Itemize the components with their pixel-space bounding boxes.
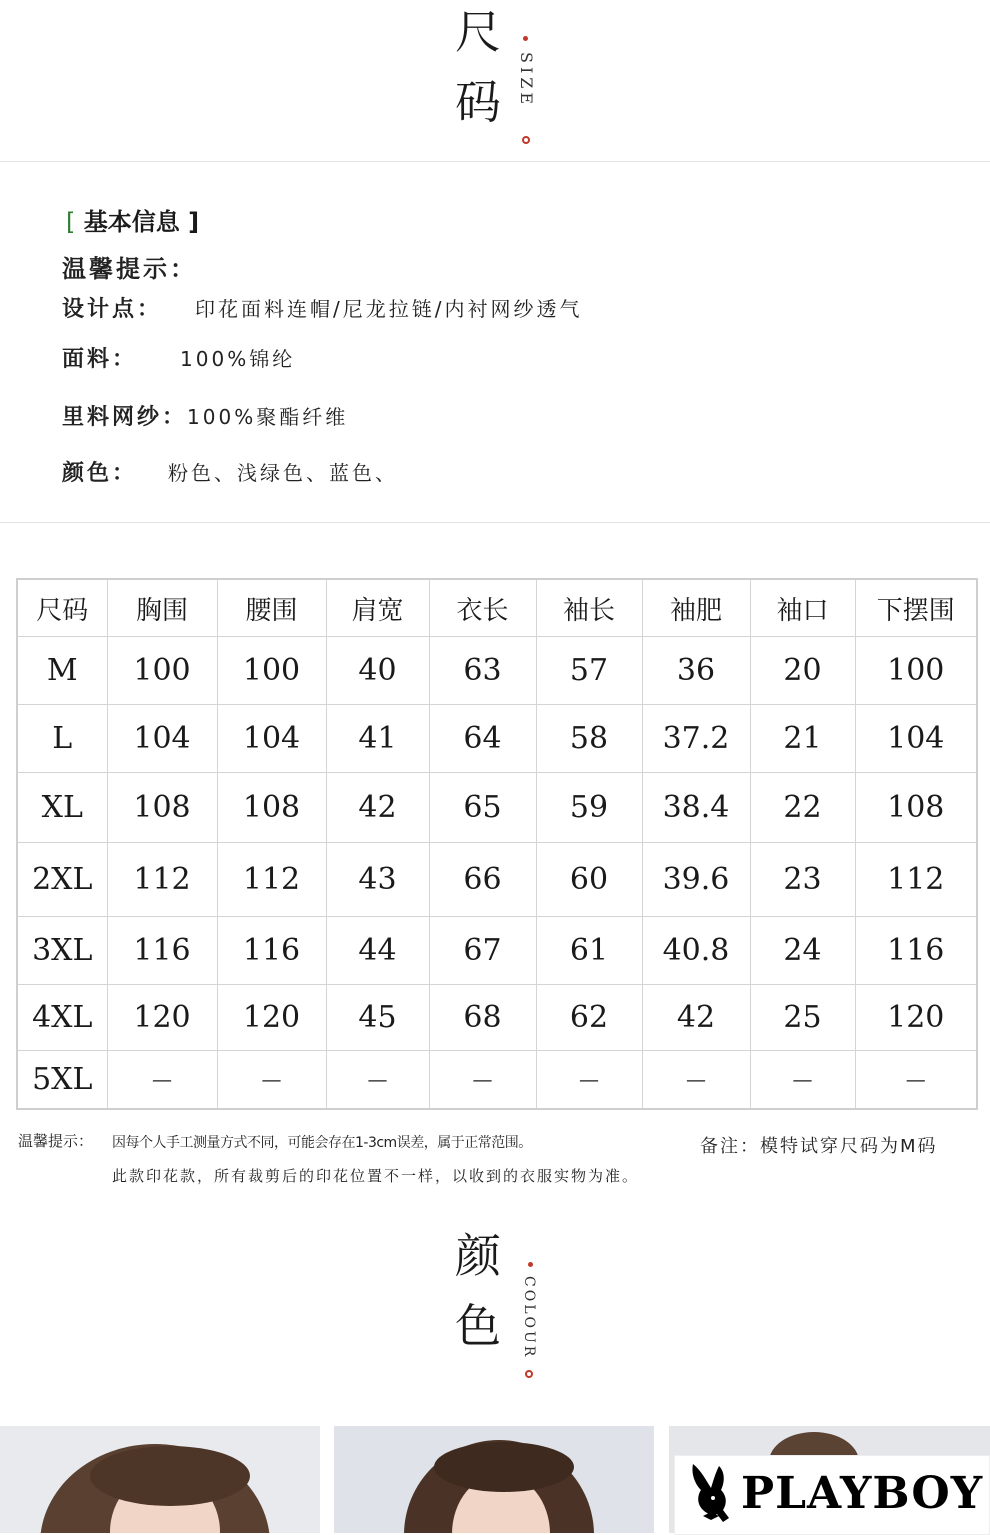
measurement-cell: 116 [855,917,977,985]
measurement-cell: 65 [429,773,536,843]
size-section-title [448,4,508,130]
size-label-cell: 5XL [17,1051,107,1109]
measurement-cell: 108 [217,773,326,843]
header-chest: 胸围 [107,579,217,637]
size-label-cell: 4XL [17,985,107,1051]
fabric-label: 面料： [62,347,138,372]
measurement-cell: 112 [107,843,217,917]
fabric-row [62,342,295,373]
table-row [17,773,977,843]
header-sleeve-length: 袖长 [536,579,642,637]
size-label-cell: L [17,705,107,773]
size-table [16,578,978,1110]
measurement-cell: 100 [217,637,326,705]
measurement-cell: 22 [750,773,855,843]
size-label-cell: XL [17,773,107,843]
measurement-cell: 42 [642,985,750,1051]
header-length: 衣长 [429,579,536,637]
notes-label: 温馨提示： [18,1132,94,1150]
design-row [62,292,583,323]
size-label-cell: 2XL [17,843,107,917]
measurement-cell: 20 [750,637,855,705]
measurement-cell: 25 [750,985,855,1051]
measurement-cell: 104 [107,705,217,773]
header-hem: 下摆围 [855,579,977,637]
table-row [17,843,977,917]
measurement-cell: 108 [855,773,977,843]
bracket-close: ] [188,208,200,236]
measurement-cell: 100 [855,637,977,705]
measurement-cell: 67 [429,917,536,985]
playboy-logo [674,1455,990,1535]
size-table-header-row [17,579,977,637]
table-row [17,705,977,773]
measurement-cell: 41 [326,705,429,773]
notes-remark: 备注：模特试穿尺码为M码 [700,1136,938,1157]
size-title-en: SIZE [517,52,536,109]
divider-top [0,161,990,162]
measurement-cell: — [217,1051,326,1109]
measurement-cell: 57 [536,637,642,705]
measurement-cell: 21 [750,705,855,773]
bunny-icon [683,1460,737,1530]
size-title-char-2: 码 [455,75,501,129]
measurement-cell: 39.6 [642,843,750,917]
measurement-cell: — [536,1051,642,1109]
measurement-cell: 120 [855,985,977,1051]
table-row [17,637,977,705]
measurement-cell: 120 [107,985,217,1051]
size-label-cell: 3XL [17,917,107,985]
measurement-cell: 61 [536,917,642,985]
size-title-dot [523,36,528,41]
colour-title-char-1: 颜 [455,1229,501,1283]
measurement-cell: 108 [107,773,217,843]
measurement-cell: — [429,1051,536,1109]
table-row [17,917,977,985]
bracket-open: [ [66,208,76,236]
lining-row [62,400,348,431]
measurement-cell: 63 [429,637,536,705]
header-size: 尺码 [17,579,107,637]
measurement-cell: 100 [107,637,217,705]
color-row [62,456,398,487]
lining-value: 100%聚酯纤维 [187,405,349,429]
measurement-cell: 64 [429,705,536,773]
table-row [17,985,977,1051]
size-table-body [17,637,977,1109]
size-title-ring [522,136,530,144]
measurement-cell: 44 [326,917,429,985]
tip-heading [62,249,197,284]
measurement-cell: 104 [855,705,977,773]
model-photo-green [334,1426,654,1533]
basic-info-title: 基本信息 [83,208,180,236]
header-sleeve-width: 袖肥 [642,579,750,637]
notes-line-2: 此款印花款，所有裁剪后的印花位置不一样，以收到的衣服实物为准。 [112,1167,640,1185]
measurement-cell: 66 [429,843,536,917]
measurement-cell: 38.4 [642,773,750,843]
measurement-cell: 59 [536,773,642,843]
measurement-cell: 43 [326,843,429,917]
size-title-char-1: 尺 [455,5,501,59]
brand-name: PLAYBOY [741,1468,984,1519]
measurement-cell: 112 [217,843,326,917]
basic-info-tag [66,202,199,237]
measurement-cell: 58 [536,705,642,773]
measurement-cell: 42 [326,773,429,843]
measurement-cell: 116 [107,917,217,985]
measurement-cell: — [750,1051,855,1109]
header-shoulder: 肩宽 [326,579,429,637]
design-value: 印花面料连帽/尼龙拉链/内衬网纱透气 [195,297,583,321]
divider-middle [0,522,990,523]
design-label: 设计点： [62,297,163,322]
color-label: 颜色： [62,461,138,486]
colour-title-en: COLOUR [521,1276,537,1360]
fabric-value: 100%锦纶 [180,347,296,371]
measurement-cell: 40 [326,637,429,705]
table-row [17,1051,977,1109]
measurement-cell: 120 [217,985,326,1051]
measurement-cell: 40.8 [642,917,750,985]
colour-title-ring [525,1370,533,1378]
size-label-cell: M [17,637,107,705]
measurement-cell: — [107,1051,217,1109]
measurement-cell: 24 [750,917,855,985]
measurement-cell: 112 [855,843,977,917]
model-photo-pink [0,1426,320,1533]
color-value: 粉色、浅绿色、蓝色、 [168,461,399,485]
measurement-cell: — [855,1051,977,1109]
measurement-cell: 62 [536,985,642,1051]
tip-label: 温馨提示： [62,255,197,283]
measurement-cell: 116 [217,917,326,985]
measurement-cell: — [642,1051,750,1109]
measurement-cell: 37.2 [642,705,750,773]
measurement-cell: 104 [217,705,326,773]
measurement-cell: 36 [642,637,750,705]
header-waist: 腰围 [217,579,326,637]
measurement-cell: 68 [429,985,536,1051]
measurement-cell: 45 [326,985,429,1051]
colour-section-title [448,1228,508,1354]
colour-title-dot [528,1262,533,1267]
measurement-cell: — [326,1051,429,1109]
lining-label: 里料网纱： [62,405,188,430]
colour-title-char-2: 色 [455,1299,501,1353]
notes-line-1: 因每个人手工测量方式不同，可能会存在1-3cm误差，属于正常范围。 [112,1135,532,1151]
header-cuff: 袖口 [750,579,855,637]
measurement-cell: 23 [750,843,855,917]
measurement-cell: 60 [536,843,642,917]
